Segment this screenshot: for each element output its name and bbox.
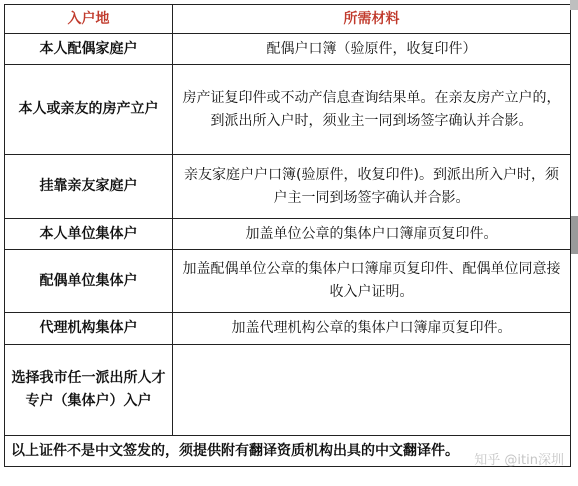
- row-place: 本人单位集体户: [5, 219, 173, 250]
- header-materials: 所需材料: [173, 5, 571, 34]
- table-row: [5, 313, 571, 345]
- row-materials: [173, 345, 571, 436]
- row-place: 本人或亲友的房产立户: [5, 65, 173, 155]
- row-place: 代理机构集体户: [5, 313, 173, 345]
- row-materials: 加盖代理机构公章的集体户口簿扉页复印件。: [173, 313, 571, 345]
- scrollbar-thumb[interactable]: [571, 216, 578, 254]
- row-place: 配偶单位集体户: [5, 250, 173, 313]
- row-materials: 配偶户口簿（验原件，收复印件）: [173, 34, 571, 65]
- row-place: 本人配偶家庭户: [5, 34, 173, 65]
- scrollbar-stub: [570, 0, 578, 10]
- table-header-row: [5, 5, 571, 34]
- table-row: [5, 250, 571, 313]
- table-footer-row: [5, 436, 571, 467]
- table-row: [5, 34, 571, 65]
- header-place: 入户地: [5, 5, 173, 34]
- requirements-table: [4, 4, 571, 467]
- table-row: [5, 155, 571, 219]
- row-place: 选择我市任一派出所人才专户（集体户）入户: [5, 345, 173, 436]
- row-materials: 亲友家庭户户口簿(验原件，收复印件)。到派出所入户时，须户主一同到场签字确认并合影。: [173, 155, 571, 219]
- row-materials: 房产证复印件或不动产信息查询结果单。在亲友房产立户的，到派出所入户时，须业主一同到场签字确认并合影。: [173, 65, 571, 155]
- document-sheet: [4, 4, 570, 467]
- footer-note: 以上证件不是中文签发的，须提供附有翻译资质机构出具的中文翻译件。: [5, 436, 571, 467]
- table-row: [5, 65, 571, 155]
- watermark: 知乎 @itin深圳: [474, 453, 564, 468]
- table-row: [5, 345, 571, 436]
- row-materials: 加盖单位公章的集体户口簿扉页复印件。: [173, 219, 571, 250]
- table-row: [5, 219, 571, 250]
- row-materials: 加盖配偶单位公章的集体户口簿扉页复印件、配偶单位同意接收入户证明。: [173, 250, 571, 313]
- row-place: 挂靠亲友家庭户: [5, 155, 173, 219]
